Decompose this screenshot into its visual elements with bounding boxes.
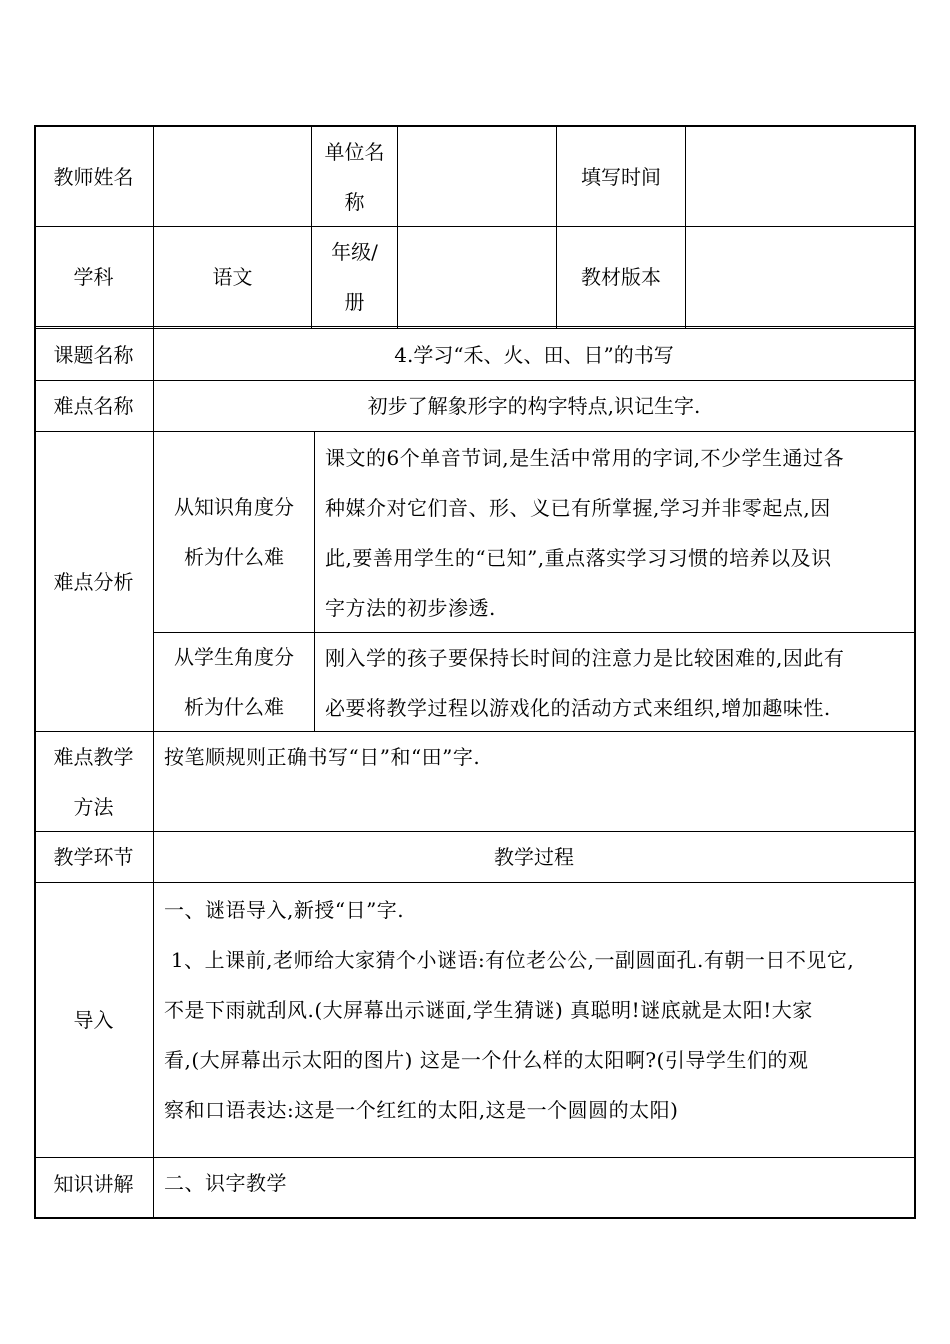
grade-value <box>398 227 556 326</box>
fill-time-label: 填写时间 <box>581 164 661 189</box>
lesson-title-label: 课题名称 <box>53 342 134 367</box>
text-line: 一、谜语导入,新授“日”字. <box>164 898 405 922</box>
student-angle-text <box>315 633 914 731</box>
text-line: 按笔顺规则正确书写“日”和“田”字. <box>164 745 481 769</box>
analysis-label: 难点分析 <box>53 569 134 594</box>
text-line: 种媒介对它们音、形、义已有所掌握,学习并非零起点,因 <box>325 496 831 520</box>
grade-label <box>312 227 397 326</box>
process-header: 教学过程 <box>494 845 574 869</box>
teacher-name-value <box>154 127 311 226</box>
text-line: 必要将教学过程以游戏化的活动方式来组织,增加趣味性. <box>325 696 831 720</box>
method-value <box>154 732 914 831</box>
intro-text <box>154 883 914 1157</box>
grade-label-line1: 年级/ <box>331 239 378 264</box>
knowledge-label: 知识讲解 <box>53 1172 134 1196</box>
difficulty-value: 初步了解象形字的构字特点,识记生字. <box>367 394 701 418</box>
method-label-line2: 方法 <box>73 794 114 819</box>
unit-name-label-line1: 单位名 <box>324 139 385 164</box>
stage-header: 教学环节 <box>53 845 134 869</box>
text-line: 1、上课前,老师给大家猜个小谜语:有位老公公,一副圆面孔.有朝一日不见它, <box>164 948 855 972</box>
textbook-label: 教材版本 <box>581 264 661 289</box>
intro-label: 导入 <box>73 1008 114 1032</box>
text-line: 看,(大屏幕出示太阳的图片) 这是一个什么样的太阳啊?(引导学生们的观 <box>164 1048 809 1072</box>
method-label-line1: 难点教学 <box>53 744 134 769</box>
grade-label-line2: 册 <box>344 289 365 314</box>
student-angle-label-line2: 析为什么难 <box>184 695 284 719</box>
text-line: 不是下雨就刮风.(大屏幕出示谜面,学生猜谜) 真聪明!谜底就是太阳!大家 <box>164 998 813 1022</box>
teacher-name-label: 教师姓名 <box>53 164 134 189</box>
fill-time-value <box>686 127 914 226</box>
knowledge-angle-label <box>154 432 314 632</box>
text-line: 字方法的初步渗透. <box>325 596 496 620</box>
knowledge-angle-text <box>315 432 914 632</box>
method-label <box>34 732 153 831</box>
textbook-value <box>686 227 914 326</box>
text-line: 此,要善用学生的“已知”,重点落实学习习惯的培养以及识 <box>325 546 832 570</box>
unit-name-label <box>312 127 397 226</box>
lesson-title-value: 4.学习“禾、火、田、日”的书写 <box>394 342 674 367</box>
knowledge-value <box>154 1158 914 1210</box>
knowledge-angle-label-line1: 从知识角度分 <box>174 495 294 519</box>
text-line: 课文的6个单音节词,是生活中常用的字词,不少学生通过各 <box>325 446 844 470</box>
unit-name-label-line2: 称 <box>344 189 365 214</box>
unit-name-value <box>398 127 556 226</box>
subject-label: 学科 <box>73 264 114 289</box>
text-line: 刚入学的孩子要保持长时间的注意力是比较困难的,因此有 <box>325 646 845 670</box>
knowledge-angle-label-line2: 析为什么难 <box>184 545 284 569</box>
subject-value: 语文 <box>212 264 253 289</box>
text-line: 察和口语表达:这是一个红红的太阳,这是一个圆圆的太阳) <box>164 1098 679 1122</box>
difficulty-label: 难点名称 <box>53 394 134 418</box>
student-angle-label-line1: 从学生角度分 <box>174 645 294 669</box>
text-line: 二、识字教学 <box>164 1171 287 1195</box>
student-angle-label <box>154 633 314 731</box>
